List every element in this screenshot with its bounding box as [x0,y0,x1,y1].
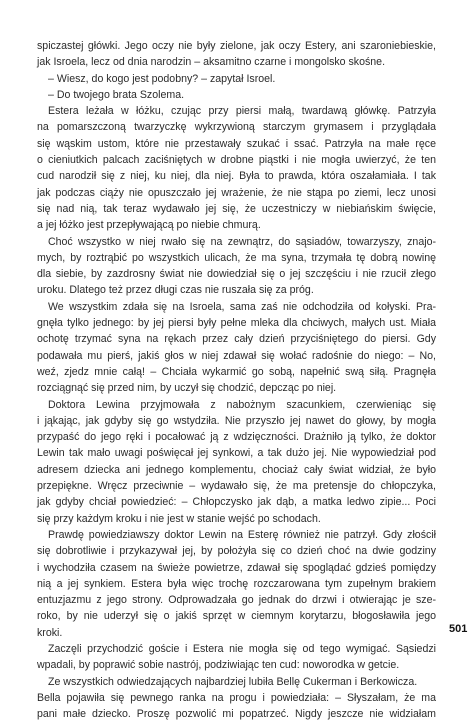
text-line: się nad nią, tak teraz wydawało jej się, że uczestniczy w niebiańskim święcie, [37,202,436,215]
text-line: się przy każdym kroku i nie jest w stanie wejść po schodach. [37,512,321,525]
text-line: wpadali, by poprawić sobie nastrój, podziwiając ten cud: noworodka w getcie. [37,659,400,672]
text-line: spiczastej główki. Jego oczy nie były zielone, jak oczy Estery, ani szaroniebieskie, [37,40,436,52]
text-line: adresem dziecka ani jednego komplementu, chociaż cały świat widział, że było [37,463,436,476]
text-line: – Do twojego brata Szolema. [48,88,185,101]
text-line: dla siebie, by zazdrosny świat nie dowiedział się o jej szczęściu i nie rzucił złego [37,268,436,281]
text-line: mych, by roztrąbić po wszystkich ulicach, że ma syna, trzymała tę dobrą nowinę [37,251,436,264]
body-text [37,38,436,722]
text-line: jak gdyby chciał powiedzieć: – Chłopczysko jak dąb, a matka ledwo zipie... Poci [37,496,436,509]
text-line: We wszystkim zdała się na Isroela, sama zaś nie odchodziła od kołyski. Pra- [48,300,436,313]
page-number: 501 [449,623,468,635]
text-line: Doktora Lewina przyjmowała z nabożnym szacunkiem, czerwieniąc się [48,398,436,411]
text-line: gnęła tylko jednego: by jej piersi były pełne mleka dla chciwych, małych ust. Miała [37,317,436,330]
text-line: Estera leżała w łóżku, czując przy piersi małą, twardawą główkę. Patrzyła [48,105,436,118]
text-line: Ze wszystkich odwiedzających najbardziej lubiła Bellę Cukerman i Berkowicza. [48,675,418,688]
text-line: przypaść do jego ręki i pocałować ją z wdzięczności. Drażniło ją tylko, że doktor [37,431,436,444]
text-line: i jąkając, jak gdyby się go wstydziła. Nie przyszło jej nawet do głowy, by mogła [37,414,436,427]
text-line: entuzjazmu z jego strony. Odprowadzała go jednak do drzwi i otwierając je sze- [37,594,436,607]
text-line: Choć wszystko w niej rwało się na zewnątrz, do sąsiadów, towarzyszy, znajo- [48,235,436,248]
text-line: ochotę trzymać syna na rękach przez cały dzień przyciśniętego do piersi. Gdy [37,333,436,346]
text-line: o cieniutkich palcach zaciśniętych w drobne piąstki i nie mogła uwierzyć, że ten [37,154,436,167]
text-line: cud narodził się z niej, ku niej, dla niej. Była to prawda, która oszałamiała. I tak [37,170,436,183]
text-line: kroki. [37,626,63,639]
text-line: uroku. Dlatego też przez długi czas nie ruszała się za próg. [37,284,314,297]
text-line: jak Isroela, lecz od dnia narodzin – aksamitno czarne i mongolsko skośne. [37,56,386,69]
text-line: podawała mu pierś, jakiś głos w niej zdawał się wołać radośnie do niego: – No, [37,349,436,362]
text-line: Prawdę powiedziawszy doktor Lewin na Esterę również nie patrzył. Gdy złościł [48,528,436,541]
text-line: pani małe dziecko. Proszę pozwolić mi popatrzeć. Nigdy jeszcze nie widziałam [37,708,436,721]
text-line: – Wiesz, do kogo jest podobny? – zapytał Isroel. [48,72,276,85]
text-line: Lewin tak mało uwagi poświęcał jej synkowi, a tak dużo jej. Nie wypowiedział pod [37,447,436,460]
text-line: na pomarszczoną twarzyczkę wykrzywioną starczym grymasem i przyglądała [37,121,436,134]
text-line: przepiękne. Wręcz przeciwnie – wydawało się, że ma pretensje do chłopczyka, [37,480,436,493]
text-line: jak podczas ciąży nie opuszczało jej wrażenie, że nie stąpa po ziemi, lecz unosi [37,186,436,199]
text-line: Zaczęli przychodzić goście i Estera nie mogła się od tego wymigać. Sąsiedzi [48,642,436,655]
text-line: rozciągnąć się przed nim, by uczył się chodzić, depcząc po niej. [37,382,337,395]
text-line: i wychodziła czasem na świeże powietrze, zdawał się spoglądać gdzieś pomiędzy [37,561,436,574]
text-line: nią a jej synkiem. Estera była więc trochę rozczarowana tym zupełnym brakiem [37,577,436,590]
text-line: się wąskim ustom, które nie przestawały szukać i ssać. Patrzyła na małe ręce [37,137,436,150]
text-line: Bella pojawiła się pewnego ranka na progu i powiedziała: – Słyszałam, że ma [37,691,436,704]
text-line: roko, by nie uderzył się o jakiś sprzęt w ciemnym korytarzu, błogosławiła jego [37,610,436,623]
text-line: a jej łóżko jest przepływającą po niebie chmurą. [37,219,261,232]
text-line: weź, zjedz mnie całą! – Chciała wykarmić go sobą, napełnić swą siłą. Pragnęła [37,365,436,378]
text-line: się dobrotliwie i przykazywał jej, by położyła się co dzień choć na dwie godziny [37,545,436,558]
